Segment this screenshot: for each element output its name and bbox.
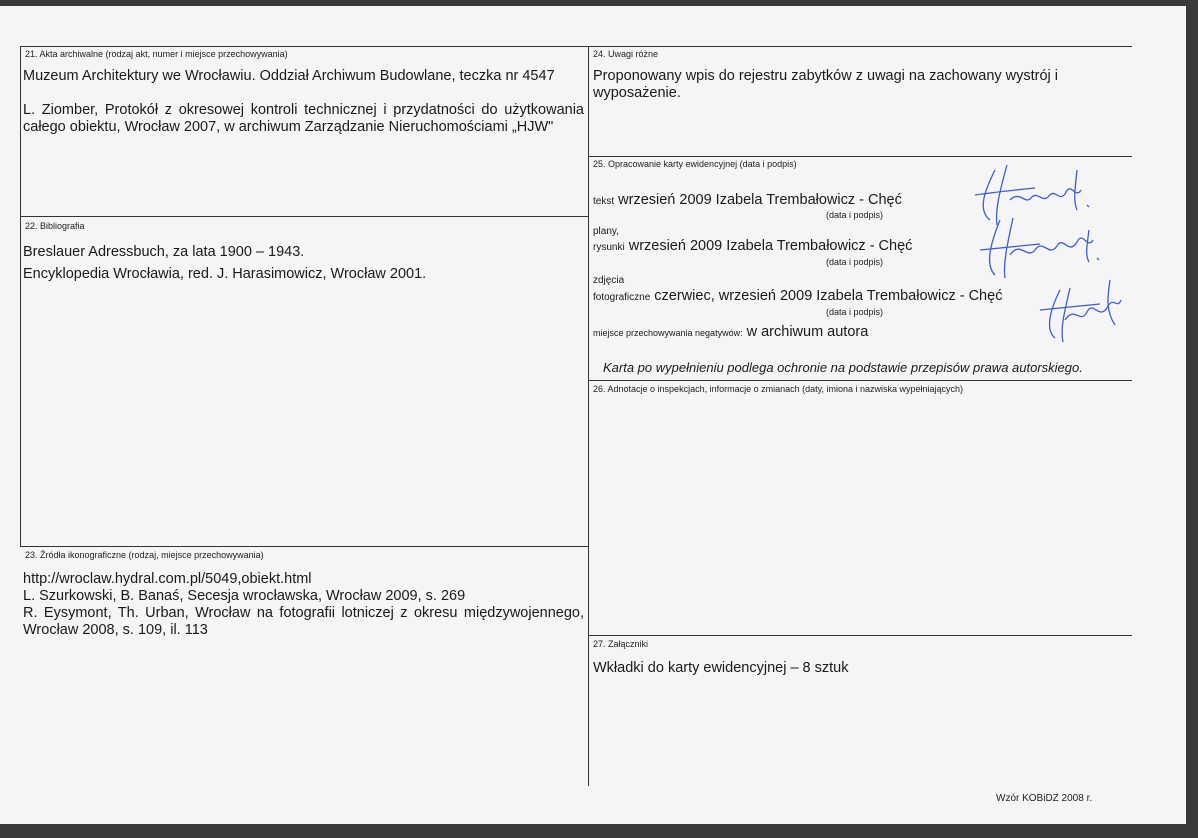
column-divider	[588, 46, 589, 786]
section-21-label: 21. Akta archiwalne (rodzaj akt, numer i miejsce przechowywania)	[25, 49, 288, 59]
section-23-line: R. Eysymont, Th. Urban, Wrocław na fotografii lotniczej z okresu międzywojennego, Wrocław 2008, s. 109, il. 113	[23, 605, 584, 638]
copyright-note: Karta po wypełnieniu podlega ochronie na podstawie przepisów prawa autorskiego.	[603, 360, 1083, 375]
section-23-line: L. Szurkowski, B. Banaś, Secesja wrocławska, Wrocław 2009, s. 269	[23, 588, 466, 604]
section-22-label: 22. Bibliografia	[25, 221, 85, 231]
section-27-label: 27. Załączniki	[593, 639, 649, 649]
foto-row	[593, 288, 1002, 306]
divider	[588, 635, 1132, 636]
section-21-line: Muzeum Architektury we Wrocławiu. Oddział Archiwum Budowlane, teczka nr 4547	[23, 68, 555, 84]
foto-label: fotograficzne	[593, 292, 651, 303]
divider	[588, 380, 1132, 381]
section-25-label: 25. Opracowanie karty ewidencyjnej (data i podpis)	[593, 159, 797, 169]
data-podpis-caption: (data i podpis)	[826, 257, 884, 267]
section-24-label: 24. Uwagi różne	[593, 49, 659, 59]
tekst-value: wrzesień 2009 Izabela Trembałowicz - Chęć	[618, 192, 902, 208]
divider	[20, 546, 588, 547]
negatywy-row	[593, 324, 868, 342]
negatywy-value: w archiwum autora	[746, 324, 869, 340]
rysunki-value: wrzesień 2009 Izabela Trembałowicz - Chęć	[628, 238, 913, 254]
section-23-line: http://wroclaw.hydral.com.pl/5049,obiekt.html	[23, 571, 312, 587]
data-podpis-caption: (data i podpis)	[826, 210, 884, 220]
negatywy-label: miejsce przechowywania negatywów:	[593, 328, 743, 338]
section-24-text: Proponowany wpis do rejestru zabytków z uwagi na zachowany wystrój i wyposażenie.	[593, 68, 1059, 101]
data-podpis-caption: (data i podpis)	[826, 307, 884, 317]
foto-value: czerwiec, wrzesień 2009 Izabela Trembałowicz - Chęć	[654, 288, 1003, 304]
section-27-text: Wkładki do karty ewidencyjnej – 8 sztuk	[593, 660, 849, 676]
section-26-label: 26. Adnotacje o inspekcjach, informacje o zmianach (daty, imiona i nazwiska wypełniających)	[593, 384, 964, 394]
tekst-label: tekst	[593, 196, 615, 207]
divider	[588, 156, 1132, 157]
divider	[20, 46, 1132, 47]
divider	[20, 216, 588, 217]
section-22-line: Breslauer Adressbuch, za lata 1900 – 1943.	[23, 244, 305, 260]
form-template-footer: Wzór KOBiDZ 2008 r.	[996, 793, 1093, 804]
section-21-line: L. Ziomber, Protokół z okresowej kontroli technicznej i przydatności do użytkowania całego obiektu, Wrocław 2007, w archiwum Zarządzanie Nieruchomościami „HJW"	[23, 102, 584, 135]
handwritten-signatures	[965, 160, 1125, 350]
zdjecia-label: zdjęcia	[593, 275, 625, 286]
section-22-line: Encyklopedia Wrocławia, red. J. Harasimowicz, Wrocław 2001.	[23, 266, 427, 282]
left-border	[20, 46, 21, 546]
tekst-row	[593, 192, 902, 210]
section-23-label: 23. Źródła ikonograficzne (rodzaj, miejsce przechowywania)	[25, 550, 264, 560]
rysunki-label: rysunki	[593, 242, 625, 253]
rysunki-row	[593, 238, 912, 256]
plany-label: plany,	[593, 226, 619, 237]
